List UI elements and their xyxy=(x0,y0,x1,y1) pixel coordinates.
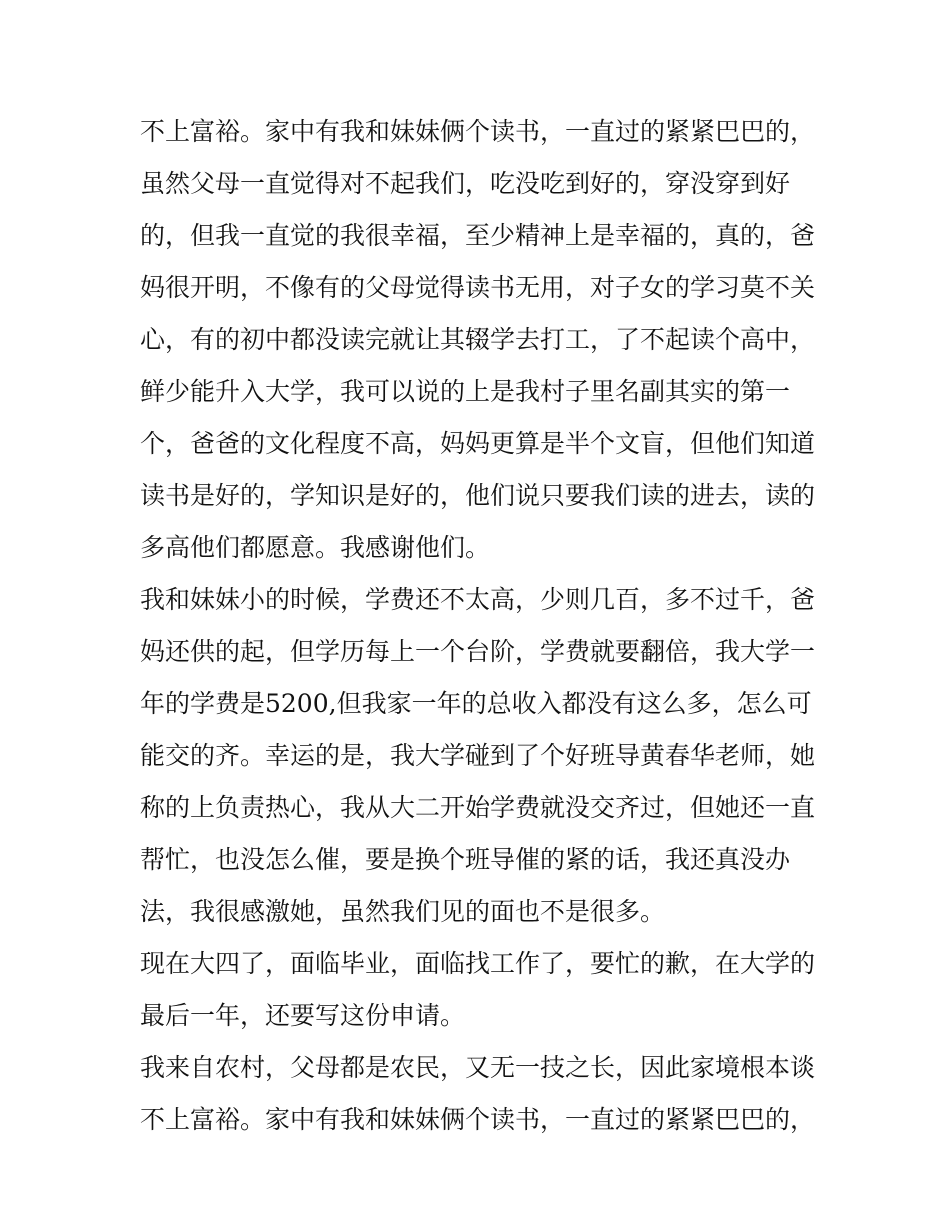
document-body xyxy=(140,106,815,1146)
text-line: 多高他们都愿意。我感谢他们。 xyxy=(140,533,491,562)
text-line: 能交的齐。幸运的是，我大学碰到了个好班导黄春华老师，她 xyxy=(140,741,816,770)
text-line: 虽然父母一直觉得对不起我们，吃没吃到好的，穿没穿到好 xyxy=(140,169,791,198)
text-line: 不上富裕。家中有我和妹妹俩个读书，一直过的紧紧巴巴的， xyxy=(140,1105,816,1134)
text-line: 称的上负责热心，我从大二开始学费就没交齐过，但她还一直 xyxy=(140,793,816,822)
text-line: 的，但我一直觉的我很幸福，至少精神上是幸福的，真的，爸 xyxy=(140,221,816,250)
text-line: 妈还供的起，但学历每上一个台阶，学费就要翻倍，我大学一 xyxy=(140,637,816,666)
text-line: 心，有的初中都没读完就让其辍学去打工，了不起读个高中， xyxy=(140,325,816,354)
text-line: 我和妹妹小的时候，学费还不太高，少则几百，多不过千，爸 xyxy=(140,585,816,614)
text-line: 个，爸爸的文化程度不高，妈妈更算是半个文盲，但他们知道 xyxy=(140,429,816,458)
text-line: 不上富裕。家中有我和妹妹俩个读书，一直过的紧紧巴巴的， xyxy=(140,117,816,146)
text-line: 鲜少能升入大学，我可以说的上是我村子里名副其实的第一 xyxy=(140,377,791,406)
text-line: 法，我很感激她，虽然我们见的面也不是很多。 xyxy=(140,897,666,926)
text-line: 我来自农村，父母都是农民，又无一技之长，因此家境根本谈 xyxy=(140,1053,816,1082)
text-line: 现在大四了，面临毕业，面临找工作了，要忙的歉，在大学的 xyxy=(140,949,816,978)
text-line: 帮忙，也没怎么催，要是换个班导催的紧的话，我还真没办 xyxy=(140,845,791,874)
text-line: 最后一年，还要写这份申请。 xyxy=(140,1001,466,1030)
text-line: 读书是好的，学知识是好的，他们说只要我们读的进去，读的 xyxy=(140,481,816,510)
text-line: 妈很开明，不像有的父母觉得读书无用，对子女的学习莫不关 xyxy=(140,273,816,302)
text-line: 年的学费是5200,但我家一年的总收入都没有这么多，怎么可 xyxy=(140,689,812,718)
